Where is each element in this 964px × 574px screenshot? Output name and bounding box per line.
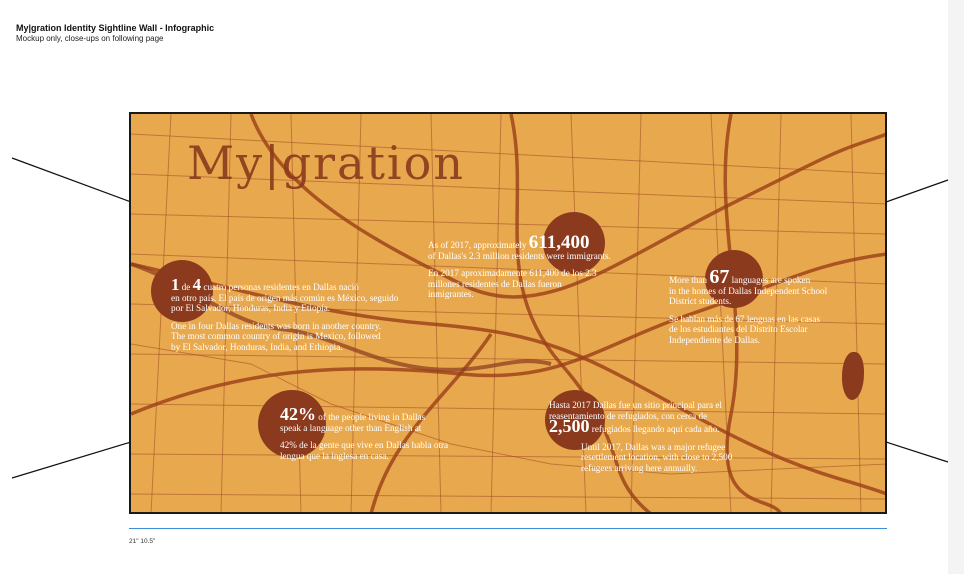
blurb-text: More than — [669, 275, 708, 285]
blurb-text: As of 2017, approximately — [428, 240, 527, 250]
page-subtitle: Mockup only, close-ups on following page — [16, 34, 164, 43]
blurb-text: en otro país. El país de origen más común es México, seguido por El Salvador, Honduras, India y Etiopía. — [171, 292, 399, 313]
stat-value: 1 — [171, 275, 180, 294]
blurb-text: in the homes of Dallas Independent School District students. — [669, 285, 828, 306]
stat-value: 42% — [280, 404, 316, 424]
wall-title: My|gration — [187, 136, 465, 190]
blurb-text: 42% de la gente que vive en Dallas habla otra lengua que la inglesa en casa. — [280, 440, 449, 461]
blurb-one-in-four — [171, 275, 417, 359]
blurb-text: Hasta 2017 Dallas fue un sitio principal para el reasentamiento de refugiados, con cerca de — [549, 400, 722, 421]
blurb-text: En 2017 aproximadamente 611,400 de los 2.3 millones residentes de Dallas fueron inmigrantes. — [428, 268, 597, 299]
page-title: My|gration Identity Sightline Wall - Infographic — [16, 23, 215, 33]
blurb-text: One in four Dallas residents was born in another country. The most common country of origin is Mexico, followed by El Salvador, Honduras, India, and Ethiopia. — [171, 320, 382, 352]
blurb-languages — [669, 266, 844, 352]
blurb-other-language — [280, 404, 480, 468]
stat-value: 67 — [709, 266, 730, 288]
blurb-text: Se hablan más de 67 lenguas en las casas de los estudiantes del Distrito Escolar Independiente de Dallas. — [669, 313, 821, 345]
blurb-text: of the people living in Dallas — [318, 412, 426, 422]
blurb-text: of Dallas's 2.3 million residents were immigrants. — [428, 250, 611, 261]
stat-value: 611,400 — [528, 232, 590, 253]
stat-value: 4 — [192, 275, 202, 294]
blurb-immigrants — [428, 232, 628, 307]
dimension-line — [129, 528, 887, 529]
blurb-text: Until 2017, Dallas was a major refugee resettlement location, with close to 2,500 refugees arriving here annually. — [581, 441, 733, 473]
blurb-refugees — [549, 400, 769, 480]
blurb-text: refugiados llegando aquí cada año. — [591, 424, 720, 434]
blurb-text: languages are spoken — [731, 275, 811, 285]
dimensions-label: 21" 10.5" — [129, 538, 156, 545]
blurb-text: speak a language other than English at — [280, 422, 422, 433]
stat-connector: de — [181, 282, 191, 292]
infographic-wall — [129, 112, 887, 514]
blurb-text: cuatro personas residentes en Dallas nació — [203, 282, 359, 292]
stat-value: 2,500 — [549, 416, 590, 436]
